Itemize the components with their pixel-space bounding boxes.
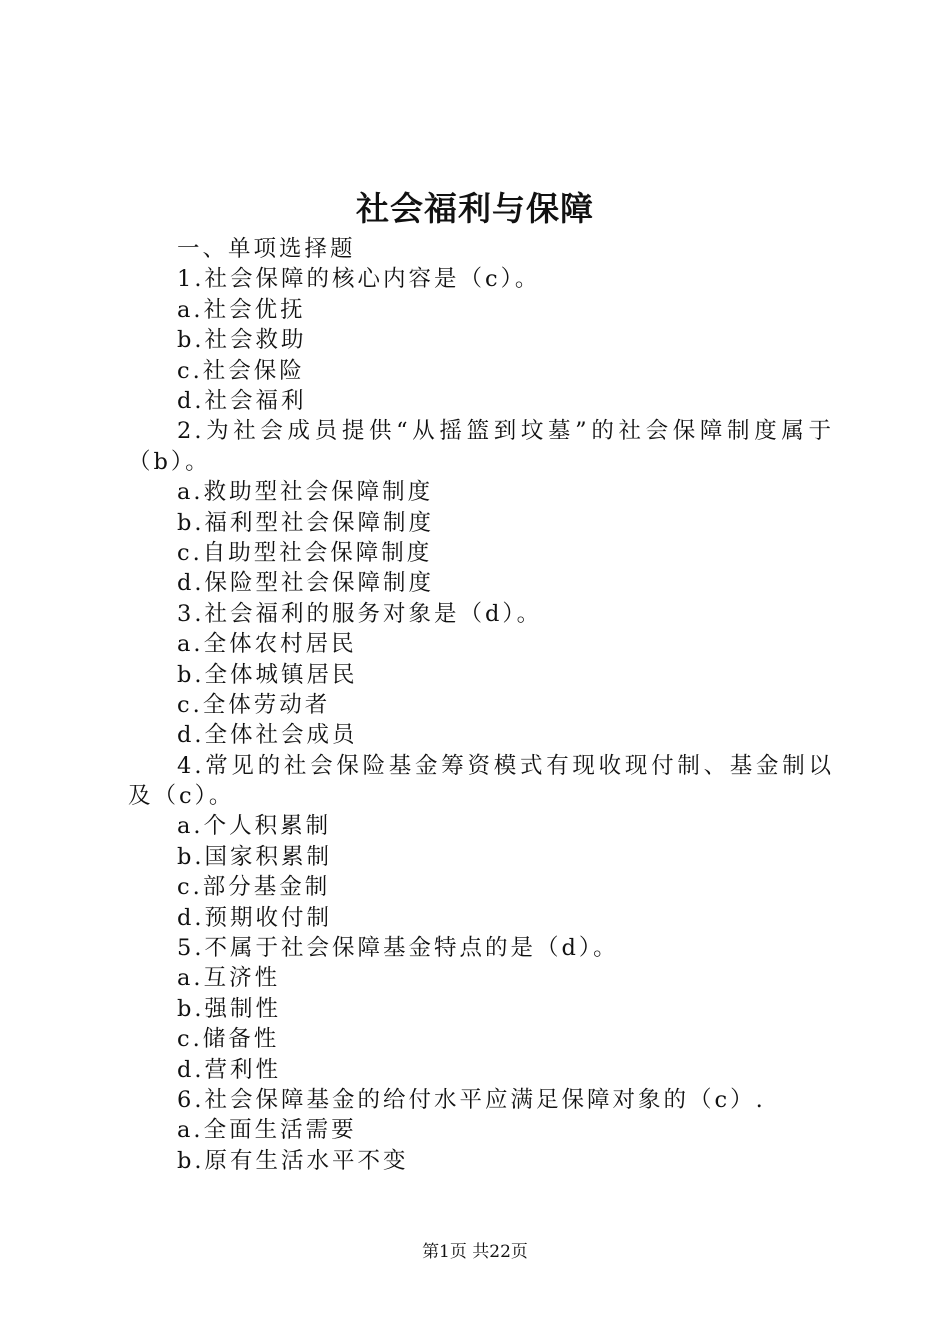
question-stem: 5.不属于社会保障基金特点的是（d）。	[177, 935, 619, 962]
question-stem: 4.常见的社会保险基金筹资模式有现收现付制、基金制以及（c）。	[128, 752, 834, 810]
answer-option: a.社会优抚	[177, 296, 306, 323]
answer-option: c.储备性	[177, 1026, 280, 1053]
answer-option: b.强制性	[177, 995, 282, 1022]
answer-option: d.社会福利	[177, 387, 307, 414]
question-stem: 2.为社会成员提供“从摇篮到坟墓”的社会保障制度属于（b）。	[128, 418, 834, 475]
answer-option: b.福利型社会保障制度	[177, 509, 435, 536]
answer-option: c.部分基金制	[177, 874, 331, 901]
answer-option: b.国家积累制	[177, 843, 333, 870]
answer-option: d.营利性	[177, 1056, 282, 1083]
answer-option: a.全体农村居民	[177, 631, 357, 658]
answer-option: b.社会救助	[177, 327, 307, 354]
answer-option: a.互济性	[177, 965, 281, 992]
answer-option: c.自助型社会保障制度	[177, 539, 433, 566]
question-stem: 1.社会保障的核心内容是（c）。	[177, 266, 541, 293]
answer-option: c.全体劳动者	[177, 691, 331, 718]
section-heading: 一、单项选择题	[177, 236, 356, 262]
answer-option: b.全体城镇居民	[177, 661, 358, 688]
answer-option: d.保险型社会保障制度	[177, 570, 435, 597]
page-footer: 第1页 共22页	[422, 1242, 528, 1262]
answer-option: b.原有生活水平不变	[177, 1147, 409, 1174]
answer-option: a.救助型社会保障制度	[177, 479, 434, 506]
document-body	[128, 234, 834, 1176]
answer-option: a.个人积累制	[177, 813, 332, 840]
question-stem: 3.社会福利的服务对象是（d）。	[177, 600, 543, 627]
answer-option: d.预期收付制	[177, 904, 333, 931]
document-title: 社会福利与保障	[356, 189, 594, 228]
answer-option: a.全面生活需要	[177, 1117, 357, 1144]
question-stem: 6.社会保障基金的给付水平应满足保障对象的（c）.	[177, 1087, 766, 1113]
answer-option: c.社会保险	[177, 357, 305, 384]
answer-option: d.全体社会成员	[177, 722, 358, 749]
